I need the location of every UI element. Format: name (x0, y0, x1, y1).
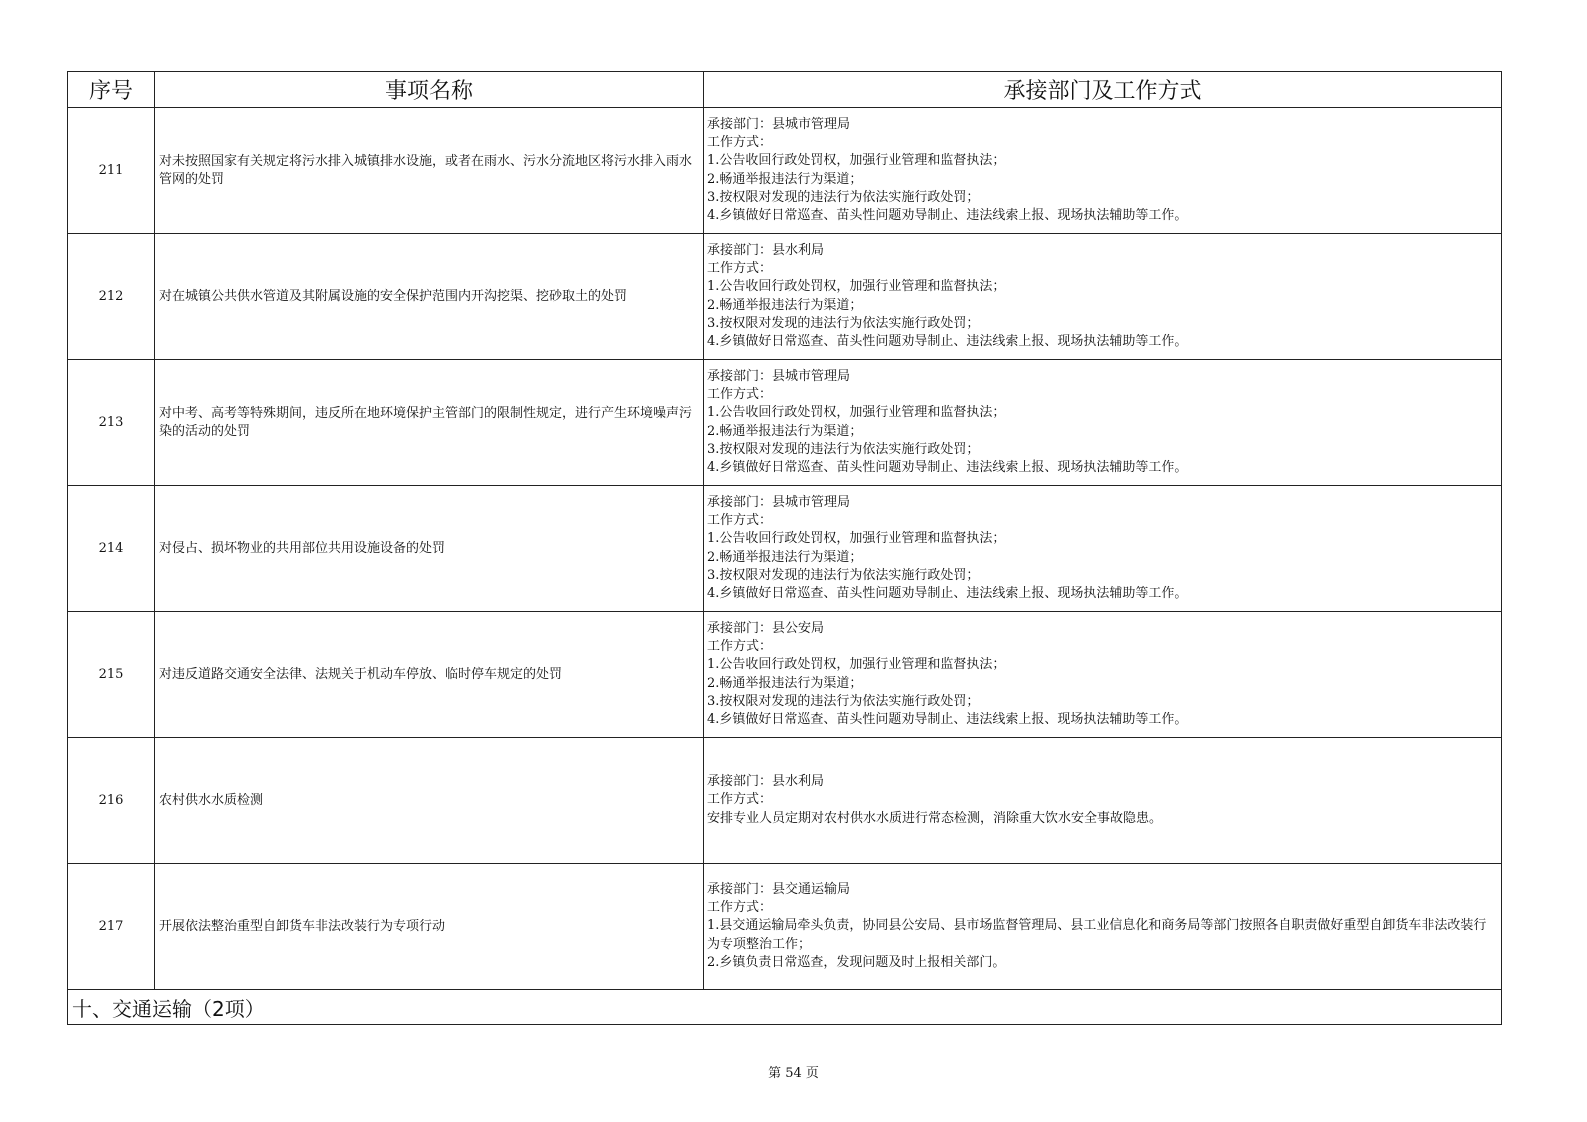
dept-method-line: 工作方式： (707, 900, 773, 916)
dept-method-line: 3.按权限对发现的违法行为依法实施行政处罚； (707, 693, 980, 709)
dept-method-line: 工作方式： (707, 135, 773, 151)
row-seq: 213 (68, 360, 155, 486)
row-seq: 215 (68, 612, 155, 738)
table-row (68, 108, 1502, 234)
dept-method-line: 2.畅通举报违法行为渠道； (707, 675, 863, 691)
table-row (68, 864, 1502, 990)
dept-method-line: 4.乡镇做好日常巡查、苗头性问题劝导制止、违法线索上报、现场执法辅助等工作。 (707, 459, 1188, 475)
header-name: 事项名称 (155, 72, 704, 108)
table-row (68, 234, 1502, 360)
row-seq: 214 (68, 486, 155, 612)
row-dept-method (704, 612, 1502, 738)
row-seq: 217 (68, 864, 155, 990)
dept-method-line: 4.乡镇做好日常巡查、苗头性问题劝导制止、违法线索上报、现场执法辅助等工作。 (707, 585, 1188, 601)
dept-method-line: 工作方式： (707, 639, 773, 655)
dept-method-line: 2.畅通举报违法行为渠道； (707, 171, 863, 187)
row-item-name: 对中考、高考等特殊期间，违反所在地环境保护主管部门的限制性规定，进行产生环境噪声污染的活动的处罚 (155, 360, 704, 486)
dept-method-line: 3.按权限对发现的违法行为依法实施行政处罚； (707, 441, 980, 457)
dept-method-line: 3.按权限对发现的违法行为依法实施行政处罚； (707, 567, 980, 583)
header-seq: 序号 (68, 72, 155, 108)
row-item-name: 对违反道路交通安全法律、法规关于机动车停放、临时停车规定的处罚 (155, 612, 704, 738)
dept-method-line: 4.乡镇做好日常巡查、苗头性问题劝导制止、违法线索上报、现场执法辅助等工作。 (707, 207, 1188, 223)
header-dept: 承接部门及工作方式 (704, 72, 1502, 108)
dept-method-line: 工作方式： (707, 387, 773, 403)
dept-method-line: 1.公告收回行政处罚权，加强行业管理和监督执法； (707, 279, 1006, 295)
dept-method-line: 2.畅通举报违法行为渠道； (707, 297, 863, 313)
dept-method-line: 1.公告收回行政处罚权，加强行业管理和监督执法； (707, 405, 1006, 421)
dept-method-line: 工作方式： (707, 792, 773, 808)
dept-method-line: 承接部门：县水利局 (707, 242, 825, 258)
dept-method-line: 承接部门：县水利局 (707, 774, 825, 790)
row-item-name: 农村供水水质检测 (155, 738, 704, 864)
dept-method-line: 2.乡镇负责日常巡查，发现问题及时上报相关部门。 (707, 954, 1006, 970)
dept-method-line: 工作方式： (707, 261, 773, 277)
dept-method-line: 4.乡镇做好日常巡查、苗头性问题劝导制止、违法线索上报、现场执法辅助等工作。 (707, 333, 1188, 349)
dept-method-line: 承接部门：县公安局 (707, 620, 825, 636)
page-number: 第 54 页 (768, 1066, 819, 1081)
row-dept-method (704, 738, 1502, 864)
row-item-name: 对未按照国家有关规定将污水排入城镇排水设施，或者在雨水、污水分流地区将污水排入雨水管网的处罚 (155, 108, 704, 234)
row-dept-method (704, 864, 1502, 990)
dept-method-line: 承接部门：县城市管理局 (707, 368, 851, 384)
dept-method-line: 3.按权限对发现的违法行为依法实施行政处罚； (707, 315, 980, 331)
row-item-name: 对侵占、损坏物业的共用部位共用设施设备的处罚 (155, 486, 704, 612)
row-dept-method (704, 108, 1502, 234)
dept-method-line: 4.乡镇做好日常巡查、苗头性问题劝导制止、违法线索上报、现场执法辅助等工作。 (707, 711, 1188, 727)
dept-method-line: 安排专业人员定期对农村供水水质进行常态检测，消除重大饮水安全事故隐患。 (707, 810, 1163, 826)
row-dept-method (704, 486, 1502, 612)
dept-method-line: 1.公告收回行政处罚权，加强行业管理和监督执法； (707, 531, 1006, 547)
dept-method-line: 2.畅通举报违法行为渠道； (707, 423, 863, 439)
table-row (68, 612, 1502, 738)
row-seq: 216 (68, 738, 155, 864)
table-row (68, 360, 1502, 486)
row-dept-method (704, 234, 1502, 360)
table-row (68, 486, 1502, 612)
row-item-name: 对在城镇公共供水管道及其附属设施的安全保护范围内开沟挖渠、挖砂取土的处罚 (155, 234, 704, 360)
dept-method-line: 1.公告收回行政处罚权，加强行业管理和监督执法； (707, 657, 1006, 673)
dept-method-line: 1.公告收回行政处罚权，加强行业管理和监督执法； (707, 153, 1006, 169)
dept-method-line: 1.县交通运输局牵头负责，协同县公安局、县市场监督管理局、县工业信息化和商务局等部门按照各自职责做好重型自卸货车非法改装行为专项整治工作； (707, 918, 1487, 952)
dept-method-line: 承接部门：县交通运输局 (707, 881, 851, 897)
section-title: 十、交通运输（2项） (68, 990, 1502, 1025)
row-item-name: 开展依法整治重型自卸货车非法改装行为专项行动 (155, 864, 704, 990)
main-table (67, 71, 1502, 1025)
dept-method-line: 3.按权限对发现的违法行为依法实施行政处罚； (707, 189, 980, 205)
dept-method-line: 承接部门：县城市管理局 (707, 116, 851, 132)
table-row (68, 738, 1502, 864)
row-dept-method (704, 360, 1502, 486)
row-seq: 212 (68, 234, 155, 360)
dept-method-line: 2.畅通举报违法行为渠道； (707, 549, 863, 565)
section-row (68, 990, 1502, 1025)
header-row (68, 72, 1502, 108)
row-seq: 211 (68, 108, 155, 234)
dept-method-line: 工作方式： (707, 513, 773, 529)
dept-method-line: 承接部门：县城市管理局 (707, 494, 851, 510)
